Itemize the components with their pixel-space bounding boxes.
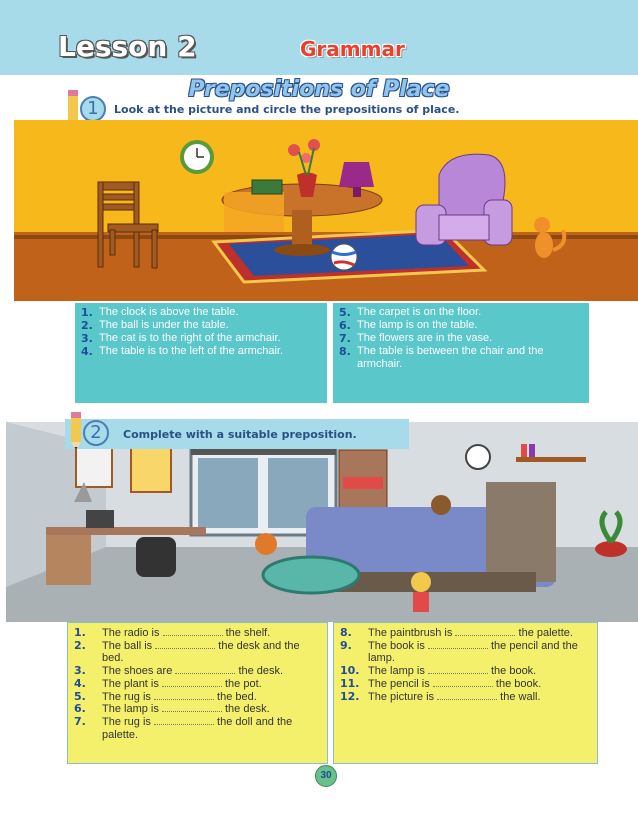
list-item: 1. The clock is above the table. <box>81 306 239 319</box>
answer-blank[interactable] <box>155 641 215 649</box>
exercise-2-list-left <box>67 622 328 764</box>
exercise-1-instruction: Look at the picture and circle the prepositions of place. <box>114 103 460 116</box>
page-title: Prepositions of Place <box>188 77 450 102</box>
list-item: 1. The radio is the shelf. <box>74 626 271 639</box>
exercise-2-instruction: Complete with a suitable preposition. <box>123 428 357 441</box>
exercise-2-number: 2 <box>83 420 109 446</box>
clock-icon <box>180 140 214 174</box>
answer-blank[interactable] <box>175 666 235 674</box>
living-room-illustration <box>14 120 638 301</box>
lesson-title: Lesson 2 <box>58 30 197 63</box>
list-item: 6. The lamp is on the table. <box>339 319 478 332</box>
answer-blank[interactable] <box>433 679 493 687</box>
section-title: Grammar <box>300 37 405 61</box>
list-item: 6. The lamp is the desk. <box>74 702 270 716</box>
bedroom-illustration <box>6 422 638 622</box>
teddy-icon <box>431 495 451 515</box>
doll-icon <box>411 572 431 612</box>
list-item: 12. The picture is the wall. <box>340 689 541 703</box>
lesson-header <box>0 0 638 75</box>
answer-blank[interactable] <box>428 666 488 674</box>
list-item: 11. The pencil is the book. <box>340 676 542 690</box>
list-item: 2. The ball is under the table. <box>81 319 229 332</box>
exercise-1-list-left <box>75 303 327 403</box>
answer-blank[interactable] <box>162 679 222 687</box>
radio-icon <box>86 510 114 528</box>
answer-blank[interactable] <box>428 641 488 649</box>
book-icon <box>252 180 282 194</box>
exercise-1-list-right <box>333 303 589 403</box>
list-item: 3. The shoes are the desk. <box>74 664 284 678</box>
answer-blank[interactable] <box>437 692 497 700</box>
answer-blank[interactable] <box>154 717 214 725</box>
page-number: 30 <box>315 765 337 787</box>
exercise-1-number: 1 <box>80 96 106 122</box>
ball-icon <box>255 533 277 555</box>
list-item: 8. The paintbrush is the palette. <box>340 626 573 639</box>
list-item: 7. The rug is the doll and the palette. <box>74 714 293 741</box>
list-item: 9. The book is the pencil and the lamp. <box>340 638 578 665</box>
answer-blank[interactable] <box>163 628 223 636</box>
ball-icon <box>331 244 357 270</box>
answer-blank[interactable] <box>154 692 214 700</box>
list-item: 5. The rug is the bed. <box>74 689 257 703</box>
list-item: 5. The carpet is on the floor. <box>339 306 482 319</box>
list-item: 8. The table is between the chair and the armchair. <box>339 345 544 370</box>
clock-icon <box>466 445 490 469</box>
list-item: 2. The ball is the desk and the bed. <box>74 638 300 665</box>
list-item: 4. The plant is the pot. <box>74 676 262 690</box>
answer-blank[interactable] <box>455 628 515 636</box>
exercise-2-list-right <box>333 622 598 764</box>
rug-icon <box>263 557 359 593</box>
list-item: 3. The cat is to the right of the armchair. <box>81 332 281 345</box>
list-item: 4. The table is to the left of the armchair. <box>81 345 284 358</box>
answer-blank[interactable] <box>162 704 222 712</box>
list-item: 10. The lamp is the book. <box>340 664 537 678</box>
chair-icon <box>136 537 176 577</box>
list-item: 7. The flowers are in the vase. <box>339 332 493 345</box>
